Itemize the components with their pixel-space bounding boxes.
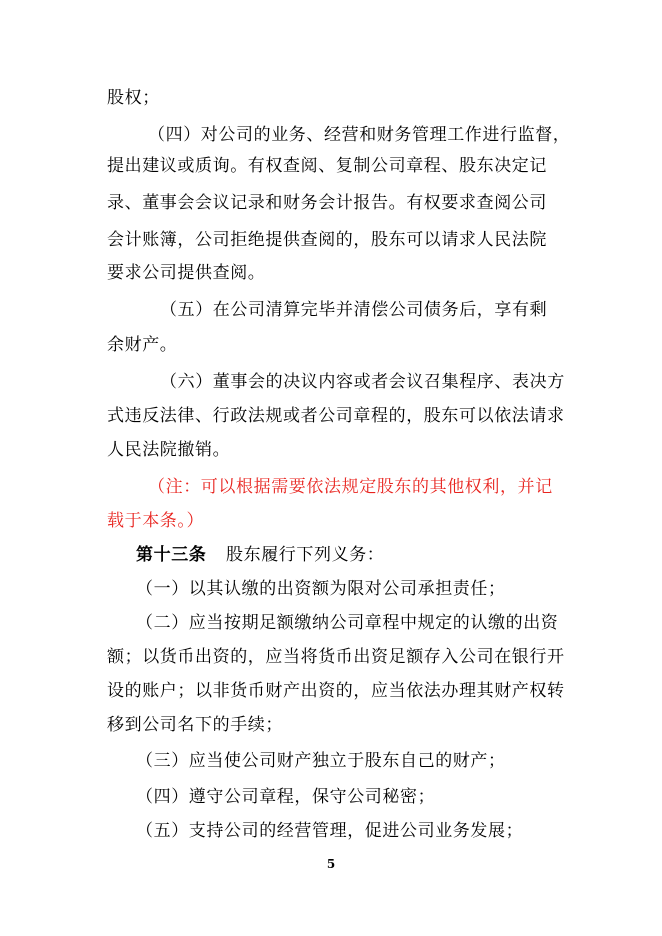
text-line: 式违反法律、行政法规或者公司章程的，股东可以依法请求	[107, 406, 565, 426]
text-line: （四）对公司的业务、经营和财务管理工作进行监督，	[148, 125, 571, 145]
article-heading: 第十三条	[136, 545, 207, 565]
note-line: （注：可以根据需要依法规定股东的其他权利，并记	[148, 477, 553, 497]
note-line: 载于本条。）	[107, 511, 205, 531]
text-line: 股权；	[107, 88, 160, 108]
text-line: 设的账户；以非货币财产出资的，应当依法办理其财产权转	[107, 681, 565, 701]
text-line: 录、董事会会议记录和财务会计报告。有权要求查阅公司	[107, 193, 547, 213]
text-line: 人民法院撤销。	[107, 440, 231, 460]
text-line: 移到公司名下的手续；	[107, 715, 283, 735]
text-line: 要求公司提供查阅。	[107, 263, 266, 283]
text-line: （一）以其认缴的出资额为限对公司承担责任；	[136, 579, 506, 599]
text-line: 提出建议或质询。有权查阅、复制公司章程、股东决定记	[107, 156, 547, 176]
text-line: （四）遵守公司章程，保守公司秘密；	[136, 787, 436, 807]
text-line: （五）支持公司的经营管理，促进公司业务发展；	[136, 821, 524, 841]
text-line: （五）在公司清算完毕并清偿公司债务后，享有剩	[160, 300, 548, 320]
text-line: 额；以货币出资的，应当将货币出资足额存入公司在银行开	[107, 647, 565, 667]
text-line: 会计账簿，公司拒绝提供查阅的，股东可以请求人民法院	[107, 230, 547, 250]
text-line: （六）董事会的决议内容或者会议召集程序、表决方	[160, 372, 565, 392]
text-line: （三）应当使公司财产独立于股东自己的财产；	[136, 751, 506, 771]
page-number: 5	[326, 857, 336, 871]
text-line: 余财产。	[107, 335, 178, 355]
text-line: 股东履行下列义务：	[226, 545, 385, 565]
text-line: （二）应当按期足额缴纳公司章程中规定的认缴的出资	[136, 613, 559, 633]
